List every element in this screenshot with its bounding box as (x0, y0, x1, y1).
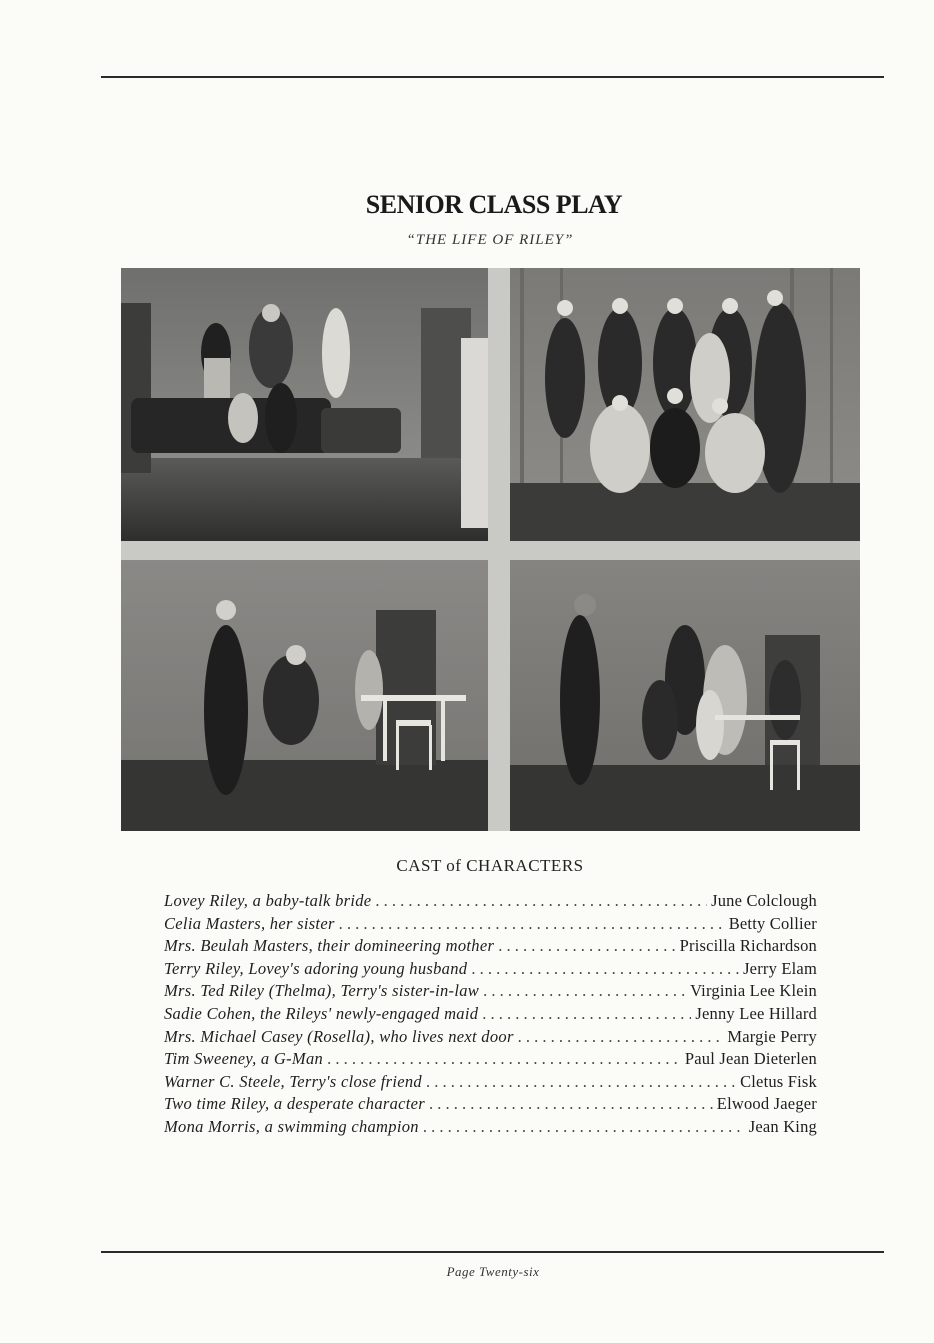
actor-name: June Colclough (711, 891, 817, 910)
bottom-rule (101, 1251, 884, 1253)
dot-leader (518, 1027, 724, 1047)
dot-leader (483, 981, 686, 1001)
cast-row (164, 1072, 817, 1095)
role-name: Lovey Riley, a baby-talk bride (164, 891, 372, 910)
role-name: Warner C. Steele, Terry's close friend (164, 1071, 422, 1091)
top-rule (101, 76, 884, 78)
actor-name: Elwood Jaeger (716, 1094, 817, 1114)
cast-row (164, 891, 817, 914)
role-name: Mrs. Beulah Masters, their domineering mother (164, 936, 495, 956)
role-name: Sadie Cohen, the Rileys' newly-engaged maid (164, 1003, 479, 1023)
dot-leader (423, 1117, 745, 1137)
photo-scene-table (121, 560, 488, 831)
cast-row (164, 1049, 817, 1072)
dot-leader (327, 1049, 681, 1069)
role-name: Tim Sweeney, a G-Man (164, 1049, 324, 1069)
actor-name: Betty Collier (728, 913, 817, 933)
role-name: Terry Riley, Lovey's adoring young husband (164, 958, 468, 978)
dot-leader (339, 914, 725, 934)
photo-scene-sofa (121, 268, 488, 541)
dot-leader (375, 891, 707, 911)
actor-name: Priscilla Richardson (679, 936, 817, 956)
play-subtitle: “THE LIFE OF RILEY” (406, 232, 574, 248)
cast-row (164, 936, 817, 959)
actor-name: Jenny Lee Hillard (695, 1003, 817, 1023)
dot-leader (429, 1094, 713, 1114)
actor-name: Paul Jean Dieterlen (684, 1049, 817, 1069)
photo-scene-gunman (510, 560, 860, 831)
cast-row (164, 1094, 817, 1117)
role-name: Mrs. Ted Riley (Thelma), Terry's sister-in-law (164, 981, 480, 1001)
cast-row (164, 1004, 817, 1027)
cast-heading: CAST of CHARACTERS (396, 856, 584, 875)
dot-leader (482, 1004, 691, 1024)
dot-leader (426, 1072, 736, 1092)
actor-name: Jean King (748, 1116, 817, 1136)
cast-row (164, 981, 817, 1004)
cast-row (164, 959, 817, 982)
actor-name: Margie Perry (727, 1026, 817, 1046)
page-title: SENIOR CLASS PLAY (365, 190, 623, 219)
page-number: Page Twenty-six (446, 1264, 540, 1279)
actor-name: Cletus Fisk (740, 1071, 817, 1091)
cast-row (164, 1117, 817, 1140)
dot-leader (498, 936, 675, 956)
cast-row (164, 1027, 817, 1050)
role-name: Mrs. Michael Casey (Rosella), who lives next door (164, 1026, 514, 1046)
actor-name: Virginia Lee Klein (690, 981, 817, 1001)
actor-name: Jerry Elam (743, 958, 817, 978)
role-name: Mona Morris, a swimming champion (164, 1116, 419, 1136)
cast-row (164, 914, 817, 937)
photo-cast-group (510, 268, 860, 541)
cast-list (164, 891, 817, 1140)
role-name: Celia Masters, her sister (164, 913, 335, 933)
role-name: Two time Riley, a desperate character (164, 1094, 425, 1114)
photo-grid (121, 268, 860, 831)
dot-leader (471, 959, 739, 979)
